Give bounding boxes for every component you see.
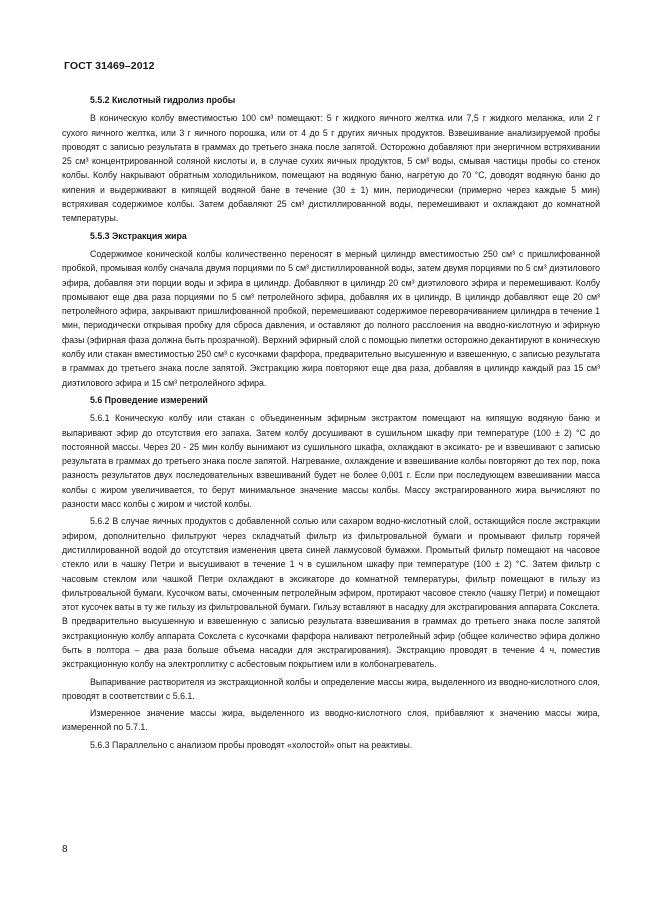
- document-body: [62, 90, 600, 755]
- page-number: 8: [62, 844, 68, 855]
- paragraph: В коническую колбу вместимостью 100 см³ помещают: 5 г жидкого яичного желтка или 7,5 г жидкого меланжа, или 2 г сухого яичного желтка, или 3 г яичного порошка, или от 4 до 5 г других яичных продуктов. Взвешивание анализируемой пробы проводят с записью результата в граммах до третьего знака после запятой. Осторожно добавляют при энергичном встряхивании 25 см³ концентрированной соляной кислоты и, в случае сухих яичных продуктов, 5 см³ воды, смывая частицы пробы со стенок колбы. Колбу накрывают обратным холодильником, помещают на водяную баню, нагретую до 70 °С, доводят водяную баню до кипения и выдерживают в кипящей водяной бане в течение (30 ± 1) мин, периодически (примерно через каждые 5 мин) встряхивая содержимое колбы. Затем добавляют 25 см³ дистиллированной воды, перемешивают и охлаждают до комнатной температуры.: [62, 113, 600, 224]
- paragraph: 5.6.2 В случае яичных продуктов с добавленной солью или сахаром водно-кислотный слой, остающийся после экстракции эфиром, дополнительно фильтруют через складчатый фильтр из фильтровальной бумаги и промывают фильтр горячей дистиллированной водой до отсутствия изменения цвета синей лакмусовой бумажки. Промытый фильтр помещают на часовое стекло или в чашку Петри и высушивают в течение 1 ч в сушильном шкафу при температуре (100 ± 2) °С. Затем фильтр с часовым стеклом или чашкой Петри охлаждают в эксикаторе до комнатной температуры, фильтр помещают в гильзу из фильтровальной бумаги. Кусочком ваты, смоченным петролейным эфиром, протирают часовое стекло (чашку Петри) и помещают этот кусочек ваты в ту же гильзу из фильтровальной бумаги. Гильзу вставляют в насадку для экстрагирования аппарата Сокслета. В предварительно высушенную и взвешенную с записью результата взвешивания в граммах до третьего знака после запятой экстракционную колбу аппарата Сокслета с кусочками фарфора наливают петролейный эфир (общее количество эфира должно быть в полтора – два раза больше объема насадки для экстрагирования). Экстракцию проводят в течение 4 ч, поместив экстракционную колбу на электроплитку с асбестовым покрытием или в колбонагреватель.: [62, 516, 600, 670]
- section-title: 5.6 Проведение измерений: [90, 394, 208, 405]
- paragraph: 5.6.1 Коническую колбу или стакан с объединенным эфирным экстрактом помещают на кипящую водяную баню и выпаривают эфир до отсутствия его запаха. Затем колбу досушивают в сушильном шкафу при температуре (100 ± 2) °С до постоянной массы. Через 20 - 25 мин колбу вынимают из сушильного шкафа, охлаждают в эксикато- ре и взвешивают с записью результата в граммах до третьего знака после запятой. Нагревание, охлаждение и взвешивание колбы повторяют до тех пор, пока разность результатов двух последовательных взвешиваний будет не более 0,001 г. Если при последующем взвешивании масса колбы с жиром увеличивается, то берут минимальное значение массы колбы. Массу экстрагированного жира вычисляют по разности масс колбы с жиром и чистой колбы.: [62, 413, 600, 510]
- section-title: 5.5.3 Экстракция жира: [90, 230, 187, 241]
- paragraph: Содержимое конической колбы количественно переносят в мерный цилиндр вместимостью 250 см³ с пришлифованной пробкой, промывая колбу сначала двумя порциями по 5 см³ дистиллированной воды, затем двумя порциями по 5 см³ диэтилового эфира, добавляя эти порции воды и эфира в цилиндр. Добавляют в цилиндр 20 см³ диэтилового эфира и перемешивают. Колбу промывают еще два раза порциями по 5 см³ петролейного эфира, добавляя их в цилиндр. В цилиндр добавляют еще 20 см³ петролейного эфира, закрывают пришлифованной пробкой, перемешивают содержимое переворачиванием цилиндра в течение 1 мин, периодически открывая пробку для сброса давления, и оставляют до полного расслоения на вводно-кислотную и эфирную фазы (эфирная фаза должна быть прозрачной). Верхний эфирный слой с помощью пипетки осторожно декантируют в коническую колбу или стакан вместимостью 250 см³ с кусочками фарфора, предварительно высушенную и взвешенную, с записью результата в граммах до третьего знака после запятой. Экстракцию жира повторяют еще два раза, добавляя в цилиндр каждый раз 15 см³ диэтилового эфира и 15 см³ петролейного эфира.: [62, 248, 600, 388]
- paragraph: 5.6.3 Параллельно с анализом пробы проводят «холостой» опыт на реактивы.: [90, 739, 413, 750]
- section-title: 5.5.2 Кислотный гидролиз пробы: [90, 95, 236, 105]
- paragraph: Выпаривание растворителя из экстракционной колбы и определение массы жира, выделенного из вводно-кислотного слоя, проводят в соответствии с 5.6.1.: [62, 676, 600, 701]
- document-header: ГОСТ 31469–2012: [64, 60, 155, 72]
- paragraph: Измеренное значение массы жира, выделенного из вводно-кислотного слоя, прибавляют к значению массы жира, измеренной по 5.7.1.: [62, 708, 600, 733]
